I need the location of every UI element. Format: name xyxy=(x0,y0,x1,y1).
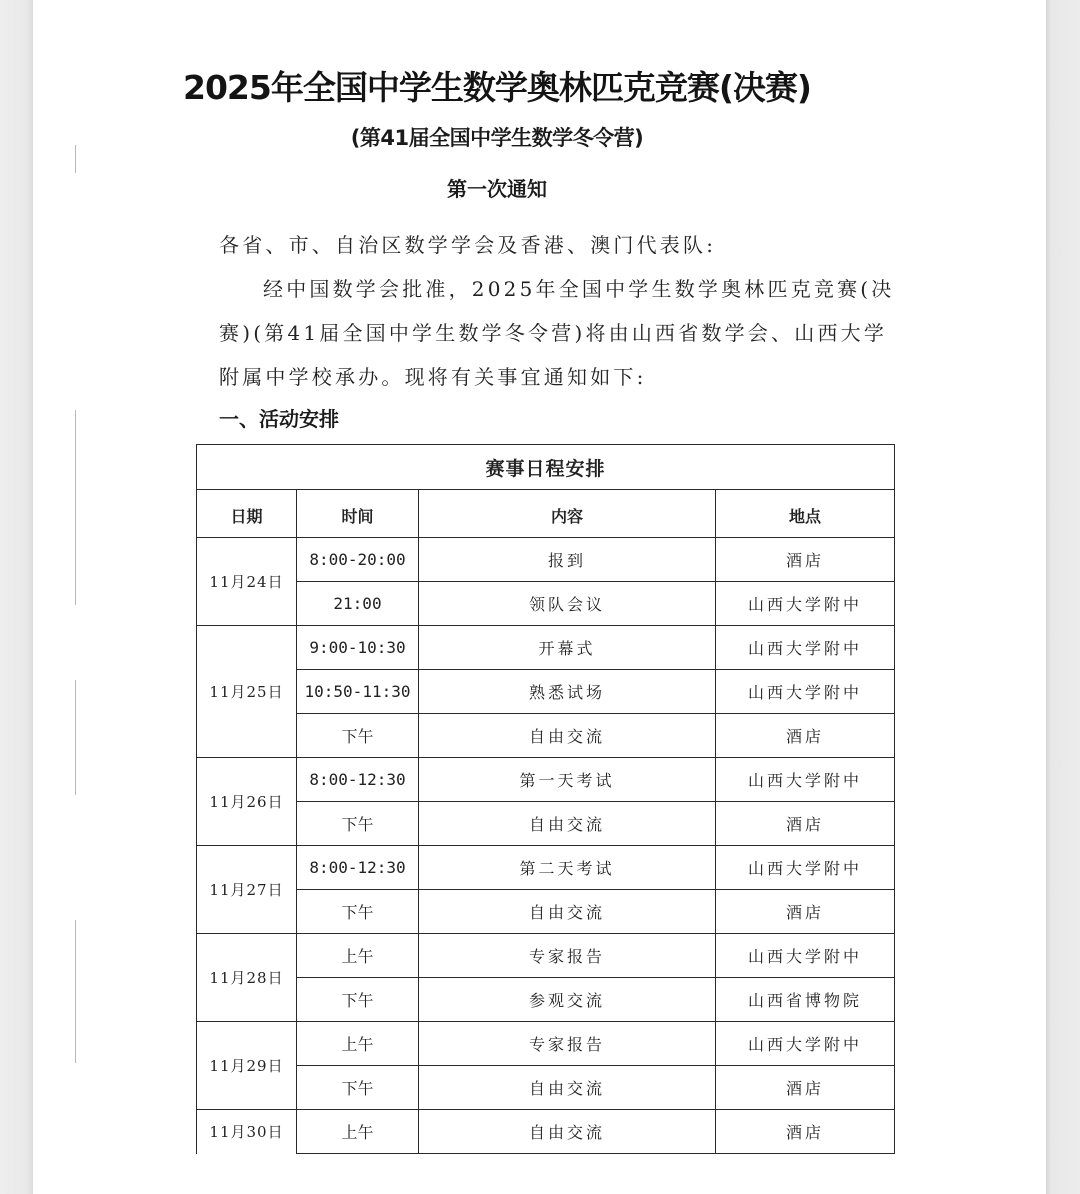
date-cell: 11月24日 xyxy=(197,538,297,626)
column-header-place: 地点 xyxy=(716,490,895,538)
place-cell: 山西大学附中 xyxy=(716,670,895,714)
place-cell: 酒店 xyxy=(716,1066,895,1110)
time-cell: 10:50-11:30 xyxy=(297,670,419,714)
body-line: 附属中学校承办。现将有关事宜通知如下: xyxy=(219,365,647,389)
place-cell: 酒店 xyxy=(716,714,895,758)
content-cell: 自由交流 xyxy=(419,1066,716,1110)
time-cell: 21:00 xyxy=(297,582,419,626)
place-cell: 山西大学附中 xyxy=(716,1022,895,1066)
place-cell: 酒店 xyxy=(716,890,895,934)
table-row xyxy=(197,1022,895,1066)
table-row xyxy=(197,890,895,934)
viewer-right-margin xyxy=(1046,0,1080,1194)
time-cell: 下午 xyxy=(297,714,419,758)
table-row xyxy=(197,1066,895,1110)
document-subtitle: (第41届全国中学生数学冬令营) xyxy=(350,126,644,150)
time-cell: 下午 xyxy=(297,1066,419,1110)
table-row xyxy=(197,802,895,846)
table-row xyxy=(197,1110,895,1154)
table-row xyxy=(197,934,895,978)
place-cell: 山西大学附中 xyxy=(716,846,895,890)
notice-label: 第一次通知 xyxy=(447,177,547,201)
scan-artifact-line xyxy=(75,920,76,1063)
table-row xyxy=(197,538,895,582)
table-row xyxy=(197,846,895,890)
content-cell: 第二天考试 xyxy=(419,846,716,890)
table-header-row xyxy=(197,490,895,538)
column-header-date: 日期 xyxy=(197,490,297,538)
content-cell: 开幕式 xyxy=(419,626,716,670)
place-cell: 山西大学附中 xyxy=(716,582,895,626)
table-caption-row xyxy=(197,445,895,490)
place-cell: 山西大学附中 xyxy=(716,758,895,802)
place-cell: 山西大学附中 xyxy=(716,934,895,978)
content-cell: 领队会议 xyxy=(419,582,716,626)
table-row xyxy=(197,714,895,758)
scan-artifact-line xyxy=(75,680,76,795)
date-cell: 11月30日 xyxy=(197,1110,297,1154)
document-title: 2025年全国中学生数学奥林匹克竞赛(决赛) xyxy=(182,68,811,107)
place-cell: 山西省博物院 xyxy=(716,978,895,1022)
time-cell: 9:00-10:30 xyxy=(297,626,419,670)
time-cell: 下午 xyxy=(297,890,419,934)
place-cell: 酒店 xyxy=(716,1110,895,1154)
content-cell: 第一天考试 xyxy=(419,758,716,802)
date-cell: 11月25日 xyxy=(197,626,297,758)
table-row xyxy=(197,978,895,1022)
schedule-table xyxy=(196,444,895,1154)
place-cell: 酒店 xyxy=(716,538,895,582)
table-row xyxy=(197,758,895,802)
date-cell: 11月27日 xyxy=(197,846,297,934)
column-header-content: 内容 xyxy=(419,490,716,538)
date-cell: 11月26日 xyxy=(197,758,297,846)
table-row xyxy=(197,626,895,670)
column-header-time: 时间 xyxy=(297,490,419,538)
table-row xyxy=(197,670,895,714)
content-cell: 自由交流 xyxy=(419,714,716,758)
place-cell: 山西大学附中 xyxy=(716,626,895,670)
time-cell: 下午 xyxy=(297,802,419,846)
time-cell: 下午 xyxy=(297,978,419,1022)
content-cell: 报到 xyxy=(419,538,716,582)
place-cell: 酒店 xyxy=(716,802,895,846)
content-cell: 自由交流 xyxy=(419,890,716,934)
content-cell: 自由交流 xyxy=(419,802,716,846)
time-cell: 上午 xyxy=(297,934,419,978)
content-cell: 专家报告 xyxy=(419,1022,716,1066)
time-cell: 8:00-12:30 xyxy=(297,758,419,802)
content-cell: 专家报告 xyxy=(419,934,716,978)
content-cell: 熟悉试场 xyxy=(419,670,716,714)
table-row xyxy=(197,582,895,626)
section-heading: 一、活动安排 xyxy=(219,407,339,431)
date-cell: 11月29日 xyxy=(197,1022,297,1110)
time-cell: 上午 xyxy=(297,1022,419,1066)
salutation: 各省、市、自治区数学学会及香港、澳门代表队: xyxy=(219,233,717,257)
content-cell: 自由交流 xyxy=(419,1110,716,1154)
content-cell: 参观交流 xyxy=(419,978,716,1022)
time-cell: 8:00-20:00 xyxy=(297,538,419,582)
body-line: 赛)(第41届全国中学生数学冬令营)将由山西省数学会、山西大学 xyxy=(219,321,888,345)
scan-artifact-line xyxy=(75,410,76,605)
time-cell: 8:00-12:30 xyxy=(297,846,419,890)
date-cell: 11月28日 xyxy=(197,934,297,1022)
table-caption: 赛事日程安排 xyxy=(197,445,895,490)
body-line: 经中国数学会批准，2025年全国中学生数学奥林匹克竞赛(决 xyxy=(263,277,895,301)
time-cell: 上午 xyxy=(297,1110,419,1154)
